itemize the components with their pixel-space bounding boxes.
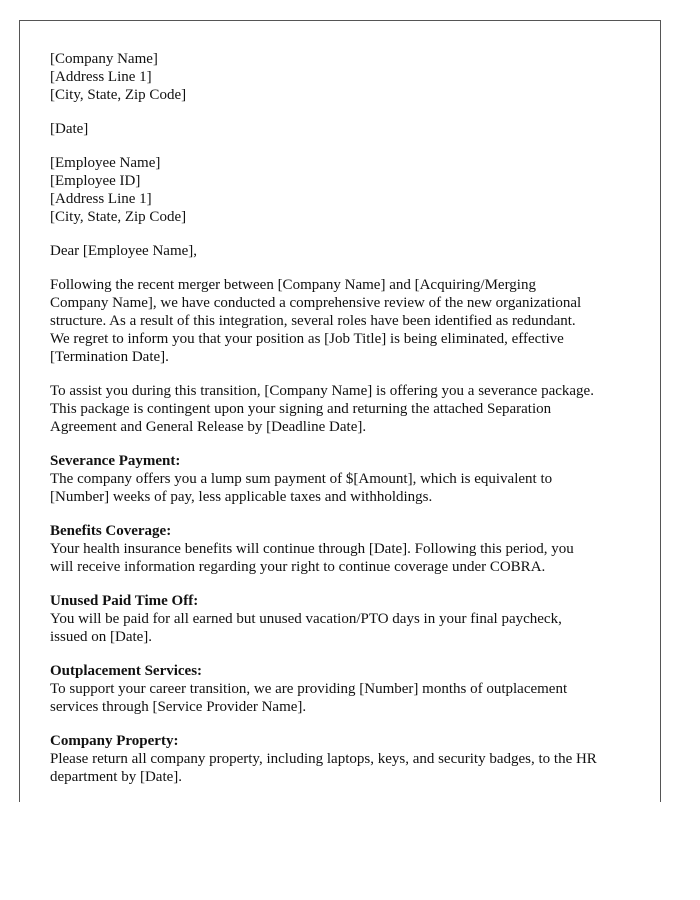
sender-city-state-zip: [City, State, Zip Code] bbox=[50, 87, 187, 103]
recipient-address bbox=[50, 154, 650, 226]
body-paragraph-severance-offer bbox=[50, 382, 650, 436]
sender-address bbox=[50, 50, 650, 104]
section-title: Benefits Coverage: bbox=[50, 523, 172, 539]
section-title: Company Property: bbox=[50, 733, 179, 749]
section-line: To support your career transition, we are providing [Number] months of outplacement bbox=[50, 681, 568, 697]
salutation bbox=[50, 242, 650, 260]
section-line: services through [Service Provider Name]. bbox=[50, 699, 307, 715]
section-title: Unused Paid Time Off: bbox=[50, 593, 199, 609]
sender-company-name: [Company Name] bbox=[50, 51, 158, 67]
section-unused-pto bbox=[50, 592, 650, 646]
paragraph-line: To assist you during this transition, [Company Name] is offering you a severance package. bbox=[50, 383, 594, 399]
letter-date bbox=[50, 120, 650, 138]
section-line: issued on [Date]. bbox=[50, 629, 153, 645]
body-paragraph-merger bbox=[50, 276, 650, 366]
paragraph-line: Following the recent merger between [Company Name] and [Acquiring/Merging bbox=[50, 277, 536, 293]
paragraph-line: We regret to inform you that your position as [Job Title] is being eliminated, effective bbox=[50, 331, 564, 347]
paragraph-line: Company Name], we have conducted a comprehensive review of the new organizational bbox=[50, 295, 582, 311]
section-title: Outplacement Services: bbox=[50, 663, 203, 679]
section-title: Severance Payment: bbox=[50, 453, 181, 469]
date-text: [Date] bbox=[50, 121, 89, 137]
paragraph-line: structure. As a result of this integration, several roles have been identified as redundant. bbox=[50, 313, 576, 329]
section-line: department by [Date]. bbox=[50, 769, 183, 785]
section-benefits-coverage bbox=[50, 522, 650, 576]
section-line: Please return all company property, including laptops, keys, and security badges, to the HR bbox=[50, 751, 597, 767]
paragraph-line: Agreement and General Release by [Deadline Date]. bbox=[50, 419, 367, 435]
salutation-text: Dear [Employee Name], bbox=[50, 243, 198, 259]
sender-address-line-1: [Address Line 1] bbox=[50, 69, 152, 85]
recipient-employee-id: [Employee ID] bbox=[50, 173, 141, 189]
recipient-city-state-zip: [City, State, Zip Code] bbox=[50, 209, 187, 225]
paragraph-line: This package is contingent upon your signing and returning the attached Separation bbox=[50, 401, 552, 417]
recipient-employee-name: [Employee Name] bbox=[50, 155, 161, 171]
section-line: will receive information regarding your right to continue coverage under COBRA. bbox=[50, 559, 546, 575]
paragraph-line: [Termination Date]. bbox=[50, 349, 169, 365]
letter-content bbox=[50, 50, 650, 802]
section-severance-payment bbox=[50, 452, 650, 506]
section-line: [Number] weeks of pay, less applicable taxes and withholdings. bbox=[50, 489, 433, 505]
section-line: Your health insurance benefits will continue through [Date]. Following this period, you bbox=[50, 541, 574, 557]
section-line: You will be paid for all earned but unused vacation/PTO days in your final paycheck, bbox=[50, 611, 562, 627]
section-outplacement-services bbox=[50, 662, 650, 716]
recipient-address-line-1: [Address Line 1] bbox=[50, 191, 152, 207]
section-line: The company offers you a lump sum payment of $[Amount], which is equivalent to bbox=[50, 471, 553, 487]
letter-page bbox=[19, 20, 661, 802]
section-company-property bbox=[50, 732, 650, 786]
